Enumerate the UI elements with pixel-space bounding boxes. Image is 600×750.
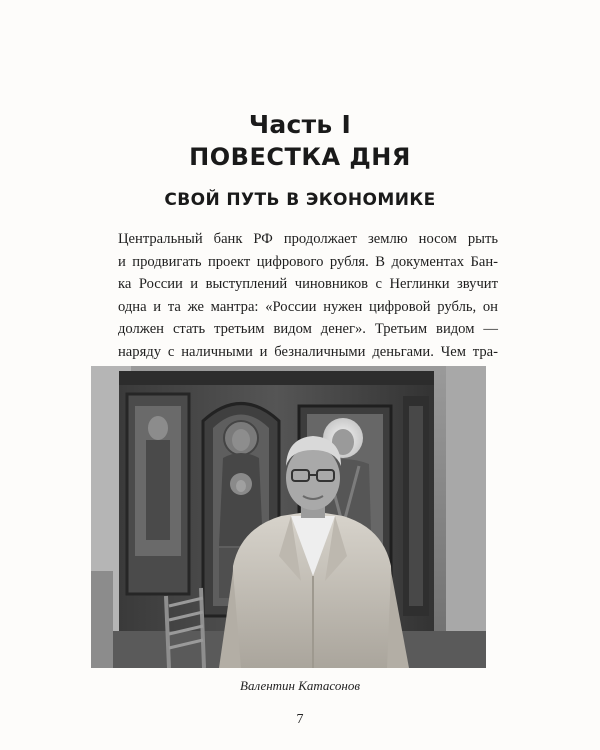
portrait-photo xyxy=(91,366,486,668)
photo-illustration xyxy=(91,366,486,668)
text-line: наряду с наличными и безналичными деньгами. Чем тра- xyxy=(118,343,498,360)
part-title: ПОВЕСТКА ДНЯ xyxy=(189,143,411,171)
text-line: должен стать третьим видом денег». Третьим видом — xyxy=(118,321,498,338)
section-title: СВОЙ ПУТЬ В ЭКОНОМИКЕ xyxy=(164,190,436,210)
body-paragraph xyxy=(118,228,498,364)
photo-caption: Валентин Катасонов xyxy=(240,678,360,693)
part-number: Часть I xyxy=(248,110,352,139)
text-line: одна и та же мантра: «России нужен цифровой рубль, он xyxy=(118,298,498,315)
page-number: 7 xyxy=(296,712,304,727)
text-line: и продвигать проект цифрового рубля. В документах Бан- xyxy=(118,253,498,270)
text-line: ка России и выступлений чиновников с Неглинки звучит xyxy=(118,276,498,293)
text-line: Центральный банк РФ продолжает землю носом рыть xyxy=(118,231,498,247)
